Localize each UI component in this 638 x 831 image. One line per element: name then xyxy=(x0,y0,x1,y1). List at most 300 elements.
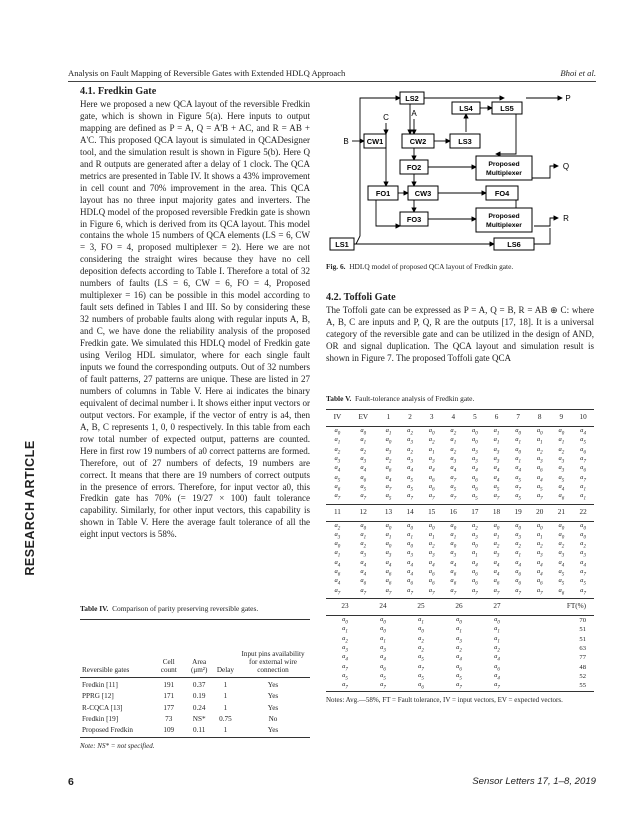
table-cell: $a_0$ xyxy=(558,521,565,531)
table-cell: $a_0$ xyxy=(580,530,586,541)
table-cell: $a_5$ xyxy=(418,671,424,682)
table-cell: $a_1$ xyxy=(580,492,586,502)
table-cell: 51 xyxy=(579,626,586,634)
table-cell: $a_7$ xyxy=(450,473,457,483)
col-header-area: Area (μm²) xyxy=(190,658,208,674)
table-cell: $a_2$ xyxy=(558,540,565,550)
table-cell: $a_7$ xyxy=(450,586,457,596)
table-cell: $a_6$ xyxy=(580,464,586,474)
table-cell: $a_0$ xyxy=(472,436,478,446)
block-fo4: FO4 xyxy=(494,189,510,198)
table-cell: $a_0$ xyxy=(342,616,348,626)
table-cell: $a_1$ xyxy=(472,549,478,559)
table-cell: $a_2$ xyxy=(407,427,413,437)
table-cell: $a_7$ xyxy=(515,482,522,493)
section-4-2 xyxy=(326,292,594,365)
table-cell: EV xyxy=(358,413,369,421)
table-cell: $a_4$ xyxy=(493,464,500,474)
table-row xyxy=(326,587,594,596)
table-cell: $a_4$ xyxy=(580,558,586,569)
col-header-gates: Reversible gates xyxy=(82,666,130,674)
signal-a: A xyxy=(411,109,417,118)
table-cell: $a_1$ xyxy=(558,436,565,446)
table-cell: $a_0$ xyxy=(385,436,392,446)
table-cell: $a_3$ xyxy=(385,549,392,559)
table-cell: $a_6$ xyxy=(450,568,457,578)
table-cell: $a_0$ xyxy=(450,521,457,531)
table-row xyxy=(326,483,594,492)
table-cell: $a_6$ xyxy=(472,473,478,483)
table-cell: $a_0$ xyxy=(385,540,392,550)
table-cell: $a_1$ xyxy=(493,436,500,446)
table-cell: $a_1$ xyxy=(407,530,413,541)
table-cell: $a_2$ xyxy=(456,643,462,654)
table-5-block-3 xyxy=(326,599,594,691)
table-cell: $a_5$ xyxy=(472,492,478,502)
table-cell: 6 xyxy=(494,413,499,421)
table-row: PPRG [12] 171 0.19 1 Yes xyxy=(82,692,279,701)
table-cell: $a_5$ xyxy=(407,482,413,493)
signal-b: B xyxy=(343,137,349,146)
section-4-1 xyxy=(80,86,310,541)
table-cell: $a_4$ xyxy=(515,464,522,474)
table-cell: $a_6$ xyxy=(385,577,392,587)
table-caption: Table V. Fault-tolerance analysis of Fredkin gate. xyxy=(326,394,475,403)
section-body: Here we proposed a new QCA layout of the reversible Fredkin gate, which is shown in Figure 5(a). Here inputs to output mapping are defined as P = A, Q = A'B + AC, and R = AB + A'C. This proposed QCA layout is simulated in QCADesigner tool, and the simulation result is shown in Figure 5(b). Here Q and R outputs are generated after a delay of 1 clock. The QCA metrics are presented in Table IV. It shows a 43% improvement in cell count and 70% improvement in the area. This QCA layout has no three input majority gates and inverters. The HDLQ model of the proposed reversible Fredkin gate is shown in Figure 6, which is derived from its QCA layout. This model contains the whole 15 numbers of QCA elements (LS = 6, CW = 3, FO = 4, proposed multiplexer = 2). Here we are not considering the straight wires because they have no cell deposition defects according to Table I. Therefore a total of 32 numbers of faults (LS = 6, CW = 6, FO = 4, Proposed multiplexer = 16) can be possible in this model according to fault sets defined in Tables I and III. So by considering these 32 numbers of probable faults along with regular inputs A, B, and C, we have done the reliability analysis of the proposed Fredkin gate. We simulated this HDLQ model of Fredkin gate using Verilog HDL simulator, where for each single fault inputs we found the corresponding outputs. Out of 32 numbers of fault patterns, 27 patterns are unique. These are listed in 27 numbers of columns in Table V. Here ai indicates the binary equivalent of decimal number i. It shows either input vectors or output vectors. For example, if the vector of entry is a4, then A, B, C represents 1, 0, 0 respectively. In this table from each row total number of expected output, patterns are counted. Here in first row 19 numbers of a0 correct patterns are formed. Therefore, out of 27 numbers of defects, 19 numbers are correct. It means that there are 19 numbers of correct outputs in the presence of errors. Therefore, for input vector a0, this Fredkin gate has 70% (= 19/27 × 100) fault tolerance capability. Similarly, for other input vectors, this capability is shown in Table V. Here the average fault tolerance of all the eight input vectors is 58%. xyxy=(80,99,310,540)
table-row: Fredkin [11] 191 0.37 1 Yes xyxy=(82,681,279,690)
table-cell: $a_0$ xyxy=(407,521,413,531)
table-cell: $a_6$ xyxy=(334,568,341,578)
table-cell: $a_6$ xyxy=(360,473,367,483)
table-cell: $a_3$ xyxy=(493,454,500,465)
table-cell: $a_1$ xyxy=(428,445,435,455)
table-cell: $a_6$ xyxy=(334,482,341,493)
table-row xyxy=(326,625,594,634)
table-cell: $a_6$ xyxy=(536,577,543,587)
table-cell: $a_0$ xyxy=(360,521,367,531)
table-cell: 26 xyxy=(455,602,463,610)
table-cell: $a_4$ xyxy=(536,473,543,483)
table-cell: $a_0$ xyxy=(515,427,522,437)
table-5-grid xyxy=(326,410,594,691)
table-cell: $a_5$ xyxy=(558,473,565,483)
table-row xyxy=(326,672,594,681)
table-cell: $a_4$ xyxy=(450,558,457,569)
signal-q: Q xyxy=(562,162,570,171)
table-cell: 77 xyxy=(579,654,586,662)
table-cell: $a_5$ xyxy=(456,671,462,682)
table-note: Note: NS* = not specified. xyxy=(80,741,155,750)
block-ls1: LS1 xyxy=(335,240,349,249)
col-header-pins: Input pins availability for external wire connection xyxy=(241,650,305,674)
table-cell: $a_7$ xyxy=(580,568,586,578)
table-cell: $a_4$ xyxy=(536,558,543,569)
table-cell: $a_1$ xyxy=(385,530,392,541)
table-cell: $a_7$ xyxy=(385,482,392,493)
table-cell: $a_3$ xyxy=(450,549,457,559)
table-row xyxy=(326,559,594,568)
table-cell: $a_3$ xyxy=(342,643,348,654)
table-cell: 1 xyxy=(386,413,391,421)
table-cell: $a_1$ xyxy=(380,634,386,644)
table-cell: $a_4$ xyxy=(472,464,478,474)
block-ls2: LS2 xyxy=(405,94,419,103)
table-cell: $a_2$ xyxy=(334,445,341,455)
table-cell: $a_3$ xyxy=(472,454,478,465)
table-cell: 52 xyxy=(579,673,586,681)
running-head-author: Bhoi et al. xyxy=(560,68,596,78)
col-header-cell: Cell count xyxy=(160,658,177,674)
table-cell: $a_1$ xyxy=(580,482,586,493)
table-cell: 11 xyxy=(333,507,341,516)
table-cell: $a_2$ xyxy=(450,445,457,455)
table-cell: $a_1$ xyxy=(494,625,500,635)
table-cell: 12 xyxy=(359,507,367,516)
section-body: The Toffoli gate can be expressed as P = A, Q = B, R = AB ⊕ C: where A, B, C are inputs and P, Q, R are the outputs [17, 18]. It is a universal category of the reversible gate and can be utilized in the design of AND, OR and signal duplication. The QCA layout and simulation result is shown in Figure 7. The proposed Toffoli gate QCA xyxy=(326,305,594,363)
table-cell: $a_1$ xyxy=(515,454,522,465)
table-cell: $a_3$ xyxy=(456,634,462,644)
table-cell: $a_0$ xyxy=(380,625,386,635)
table-cell: $a_0$ xyxy=(558,427,565,437)
table-cell: $a_4$ xyxy=(428,464,435,474)
table-cell: $a_1$ xyxy=(450,436,457,446)
table-cell: $a_7$ xyxy=(407,492,413,502)
table-cell: $a_1$ xyxy=(515,436,522,446)
table-row xyxy=(326,653,594,662)
table-cell: $a_5$ xyxy=(515,473,522,483)
table-cell: $a_7$ xyxy=(407,586,413,596)
table-cell: 13 xyxy=(384,507,393,516)
block-fo1: FO1 xyxy=(375,189,391,198)
section-heading: 4.1. Fredkin Gate xyxy=(80,86,157,97)
table-cell: $a_5$ xyxy=(360,482,367,493)
table-cell: $a_0$ xyxy=(494,616,500,626)
table-cell: $a_7$ xyxy=(334,492,341,502)
table-cell: $a_4$ xyxy=(456,653,462,663)
table-cell: $a_6$ xyxy=(385,464,392,474)
table-cell: $a_2$ xyxy=(450,427,457,437)
table-cell: $a_6$ xyxy=(456,662,462,672)
table-cell: $a_1$ xyxy=(450,530,457,541)
table-row xyxy=(326,540,594,549)
table-cell: IV xyxy=(333,413,342,421)
table-cell: $a_5$ xyxy=(515,492,522,502)
table-row xyxy=(326,521,594,531)
table-cell: $a_3$ xyxy=(493,549,500,559)
table-cell: $a_5$ xyxy=(418,653,424,663)
table-cell: $a_6$ xyxy=(515,577,522,587)
table-cell: $a_3$ xyxy=(558,464,565,474)
table-cell: $a_0$ xyxy=(493,521,500,531)
signal-c: C xyxy=(383,113,389,122)
table-row xyxy=(326,436,594,445)
block-mux2-line1: Proposed xyxy=(488,213,520,220)
table-cell: $a_2$ xyxy=(493,540,500,550)
header-rule xyxy=(68,81,596,82)
table-cell: $a_2$ xyxy=(536,540,543,550)
table-cell: $a_6$ xyxy=(558,586,565,596)
table-cell: $a_2$ xyxy=(418,634,424,644)
table-cell: FT(%) xyxy=(566,602,586,610)
table-cell: $a_4$ xyxy=(450,464,457,474)
table-cell: $a_4$ xyxy=(493,558,500,569)
table-4 xyxy=(80,604,310,750)
table-cell: $a_5$ xyxy=(558,577,565,587)
page-number: 6 xyxy=(68,776,74,788)
table-cell: $a_3$ xyxy=(385,445,392,455)
table-cell: $a_3$ xyxy=(493,445,500,455)
table-cell: 8 xyxy=(537,413,542,421)
block-cw1: CW1 xyxy=(366,137,384,146)
table-cell: $a_3$ xyxy=(450,454,457,465)
table-cell: $a_6$ xyxy=(472,568,478,578)
table-cell: $a_5$ xyxy=(493,482,500,493)
table-cell: $a_4$ xyxy=(342,653,348,663)
table-cell: $a_6$ xyxy=(428,577,435,587)
table-cell: $a_3$ xyxy=(360,454,367,465)
block-mux1-line1: Proposed xyxy=(488,161,520,168)
table-cell: $a_5$ xyxy=(580,577,586,587)
table-caption: Table IV. Comparison of parity preserving reversible gates. xyxy=(80,604,259,613)
table-cell: $a_4$ xyxy=(494,671,500,682)
col-header-delay: Delay xyxy=(216,666,234,674)
table-cell: $a_2$ xyxy=(334,521,341,531)
table-row xyxy=(326,663,594,672)
table-cell: $a_0$ xyxy=(515,445,522,455)
table-cell: $a_7$ xyxy=(360,586,367,596)
table-cell: 63 xyxy=(579,645,586,653)
table-cell: 22 xyxy=(579,507,587,516)
table-cell: $a_6$ xyxy=(536,464,543,474)
table-cell: $a_0$ xyxy=(456,616,462,626)
table-cell: $a_0$ xyxy=(428,427,435,437)
table-cell: $a_6$ xyxy=(428,482,435,493)
table-cell: $a_4$ xyxy=(472,558,478,569)
table-row: R-CQCA [13] 177 0.24 1 Yes xyxy=(82,703,279,712)
table-cell: $a_7$ xyxy=(580,586,586,596)
table-cell: $a_0$ xyxy=(360,427,367,437)
table-cell: $a_0$ xyxy=(472,427,478,437)
table-cell: $a_4$ xyxy=(536,568,543,578)
table-cell: $a_5$ xyxy=(536,482,543,493)
table-cell: $a_4$ xyxy=(334,558,341,569)
table-row xyxy=(326,531,594,540)
table-cell: 19 xyxy=(514,507,522,516)
table-cell: $a_1$ xyxy=(494,634,500,644)
table-row xyxy=(326,464,594,473)
table-cell: $a_5$ xyxy=(385,492,392,502)
block-ls4: LS4 xyxy=(459,104,473,113)
table-cell: $a_2$ xyxy=(342,634,348,644)
table-row xyxy=(326,635,594,644)
table-cell: $a_2$ xyxy=(360,445,367,455)
table-row xyxy=(326,492,594,501)
table-cell: $a_7$ xyxy=(456,681,462,691)
table-cell: $a_0$ xyxy=(515,521,522,531)
table-row: Fredkin [19] 73 NS* 0.75 No xyxy=(82,714,278,723)
table-cell: 7 xyxy=(516,413,520,421)
block-ls3: LS3 xyxy=(458,137,472,146)
table-cell: 51 xyxy=(579,635,586,643)
table-cell: $a_7$ xyxy=(580,473,586,483)
table-header-row xyxy=(326,599,594,613)
table-cell: $a_1$ xyxy=(385,427,392,437)
table-cell: 14 xyxy=(406,507,414,516)
table-cell: $a_5$ xyxy=(580,436,586,446)
table-cell: $a_2$ xyxy=(428,436,435,446)
table-cell: $a_1$ xyxy=(360,436,367,446)
table-row xyxy=(326,568,594,577)
table-cell: $a_6$ xyxy=(472,482,478,493)
table-cell: $a_0$ xyxy=(558,530,565,541)
table-cell: $a_6$ xyxy=(450,577,457,587)
table-cell: $a_4$ xyxy=(334,464,341,474)
table-cell: $a_7$ xyxy=(494,681,500,691)
table-cell: $a_1$ xyxy=(360,530,367,541)
table-cell: 48 xyxy=(579,663,586,671)
table-cell: $a_5$ xyxy=(558,568,565,578)
table-cell: $a_4$ xyxy=(380,653,386,663)
table-cell: $a_6$ xyxy=(580,445,586,455)
table-cell: $a_7$ xyxy=(580,454,586,465)
table-cell: $a_2$ xyxy=(536,445,543,455)
table-cell: $a_1$ xyxy=(334,549,341,559)
table-cell: $a_3$ xyxy=(558,549,565,559)
table-notes: Notes: Avg.—58%, FT = Fault tolerance, IV = input vectors, EV = expected vectors. xyxy=(326,695,563,704)
table-cell: $a_3$ xyxy=(428,549,435,559)
section-heading: 4.2. Toffoli Gate xyxy=(326,292,396,303)
table-row xyxy=(326,455,594,464)
table-cell: $a_3$ xyxy=(472,445,478,455)
table-cell: 23 xyxy=(341,602,349,610)
table-row xyxy=(326,549,594,558)
table-cell: 16 xyxy=(449,507,457,516)
table-cell: $a_4$ xyxy=(580,427,586,437)
table-cell: $a_7$ xyxy=(493,492,500,502)
table-cell: 55 xyxy=(579,682,586,690)
table-cell: $a_7$ xyxy=(515,586,522,596)
table-cell: $a_0$ xyxy=(334,427,341,437)
block-mux1-line2: Multiplexer xyxy=(486,170,522,177)
table-cell: $a_1$ xyxy=(536,436,543,446)
table-cell: $a_7$ xyxy=(418,662,424,672)
table-row: Proposed Fredkin 109 0.11 1 Yes xyxy=(82,725,279,734)
table-row xyxy=(326,644,594,653)
table-cell: $a_3$ xyxy=(407,549,413,559)
table-cell: $a_6$ xyxy=(380,662,386,672)
table-row xyxy=(326,474,594,483)
table-cell: $a_7$ xyxy=(536,586,543,596)
table-cell: $a_7$ xyxy=(380,681,386,691)
table-cell: 25 xyxy=(417,602,425,610)
block-ls5: LS5 xyxy=(500,104,514,113)
table-cell: $a_0$ xyxy=(536,427,543,437)
table-row xyxy=(326,446,594,455)
table-cell: $a_0$ xyxy=(580,521,586,531)
table-cell: $a_7$ xyxy=(428,492,435,502)
table-cell: $a_3$ xyxy=(558,454,565,465)
figure-6-caption: Fig. 6. HDLQ model of proposed QCA layout of Fredkin gate. xyxy=(326,262,514,271)
table-cell: $a_4$ xyxy=(385,558,392,569)
journal-info: Sensor Letters 17, 1–8, 2019 xyxy=(472,776,596,787)
table-cell: $a_6$ xyxy=(428,473,435,483)
table-cell: $a_2$ xyxy=(515,540,522,550)
table-cell: $a_6$ xyxy=(558,492,565,502)
table-cell: $a_1$ xyxy=(536,530,543,541)
table-cell: $a_7$ xyxy=(493,586,500,596)
table-cell: $a_2$ xyxy=(418,643,424,654)
table-cell: $a_4$ xyxy=(494,653,500,663)
table-cell: $a_7$ xyxy=(342,681,348,691)
table-cell: $a_4$ xyxy=(360,558,367,569)
table-cell: $a_3$ xyxy=(407,436,413,446)
signal-p: P xyxy=(565,94,571,103)
table-cell: $a_3$ xyxy=(515,530,522,541)
table-header-row xyxy=(326,504,594,519)
table-cell: $a_7$ xyxy=(428,586,435,596)
table-cell: $a_4$ xyxy=(360,464,367,474)
table-cell: $a_7$ xyxy=(472,586,478,596)
table-cell: $a_3$ xyxy=(472,530,478,541)
table-cell: $a_0$ xyxy=(428,521,435,531)
figure-6-diagram xyxy=(326,86,588,258)
table-header-row xyxy=(326,410,594,424)
table-cell: $a_7$ xyxy=(385,586,392,596)
table-cell: $a_2$ xyxy=(494,643,500,654)
table-cell: $a_0$ xyxy=(407,540,413,550)
table-cell: $a_4$ xyxy=(515,558,522,569)
table-cell: $a_7$ xyxy=(536,492,543,502)
table-cell: 4 xyxy=(451,413,456,421)
table-cell: 27 xyxy=(493,602,501,610)
table-row xyxy=(326,577,594,586)
block-fo2: FO2 xyxy=(406,163,422,172)
table-cell: 18 xyxy=(492,507,501,516)
table-cell: $a_4$ xyxy=(334,577,341,587)
table-cell: $a_3$ xyxy=(428,454,435,465)
table-cell: $a_5$ xyxy=(342,671,348,682)
table-cell: $a_4$ xyxy=(385,473,392,483)
table-cell: $a_5$ xyxy=(380,671,386,682)
table-cell: $a_4$ xyxy=(360,568,367,578)
table-cell: $a_3$ xyxy=(407,454,413,465)
table-cell: $a_7$ xyxy=(334,586,341,596)
table-cell: $a_2$ xyxy=(385,454,392,465)
table-cell: $a_6$ xyxy=(418,681,424,691)
table-cell: $a_6$ xyxy=(493,577,500,587)
table-cell: $a_3$ xyxy=(380,643,386,654)
table-cell: $a_6$ xyxy=(385,568,392,578)
table-cell: $a_4$ xyxy=(558,482,565,493)
table-cell: $a_2$ xyxy=(428,540,435,550)
table-cell: $a_3$ xyxy=(580,549,586,559)
table-cell: $a_0$ xyxy=(472,540,478,550)
table-cell: $a_0$ xyxy=(380,616,386,626)
table-cell: 15 xyxy=(428,507,436,516)
table-cell: $a_2$ xyxy=(558,445,565,455)
block-cw2: CW2 xyxy=(409,137,427,146)
table-cell: $a_6$ xyxy=(428,568,435,578)
table-cell: 21 xyxy=(557,507,565,516)
running-head-title: Analysis on Fault Mapping of Reversible Gates with Extended HDLQ Approach xyxy=(68,68,346,78)
table-cell: $a_1$ xyxy=(493,530,500,541)
table-cell: $a_3$ xyxy=(360,549,367,559)
table-cell: 2 xyxy=(408,413,412,421)
block-cw3: CW3 xyxy=(414,189,432,198)
table-cell: $a_1$ xyxy=(515,549,522,559)
table-cell: $a_4$ xyxy=(407,568,413,578)
table-cell: $a_6$ xyxy=(472,577,478,587)
